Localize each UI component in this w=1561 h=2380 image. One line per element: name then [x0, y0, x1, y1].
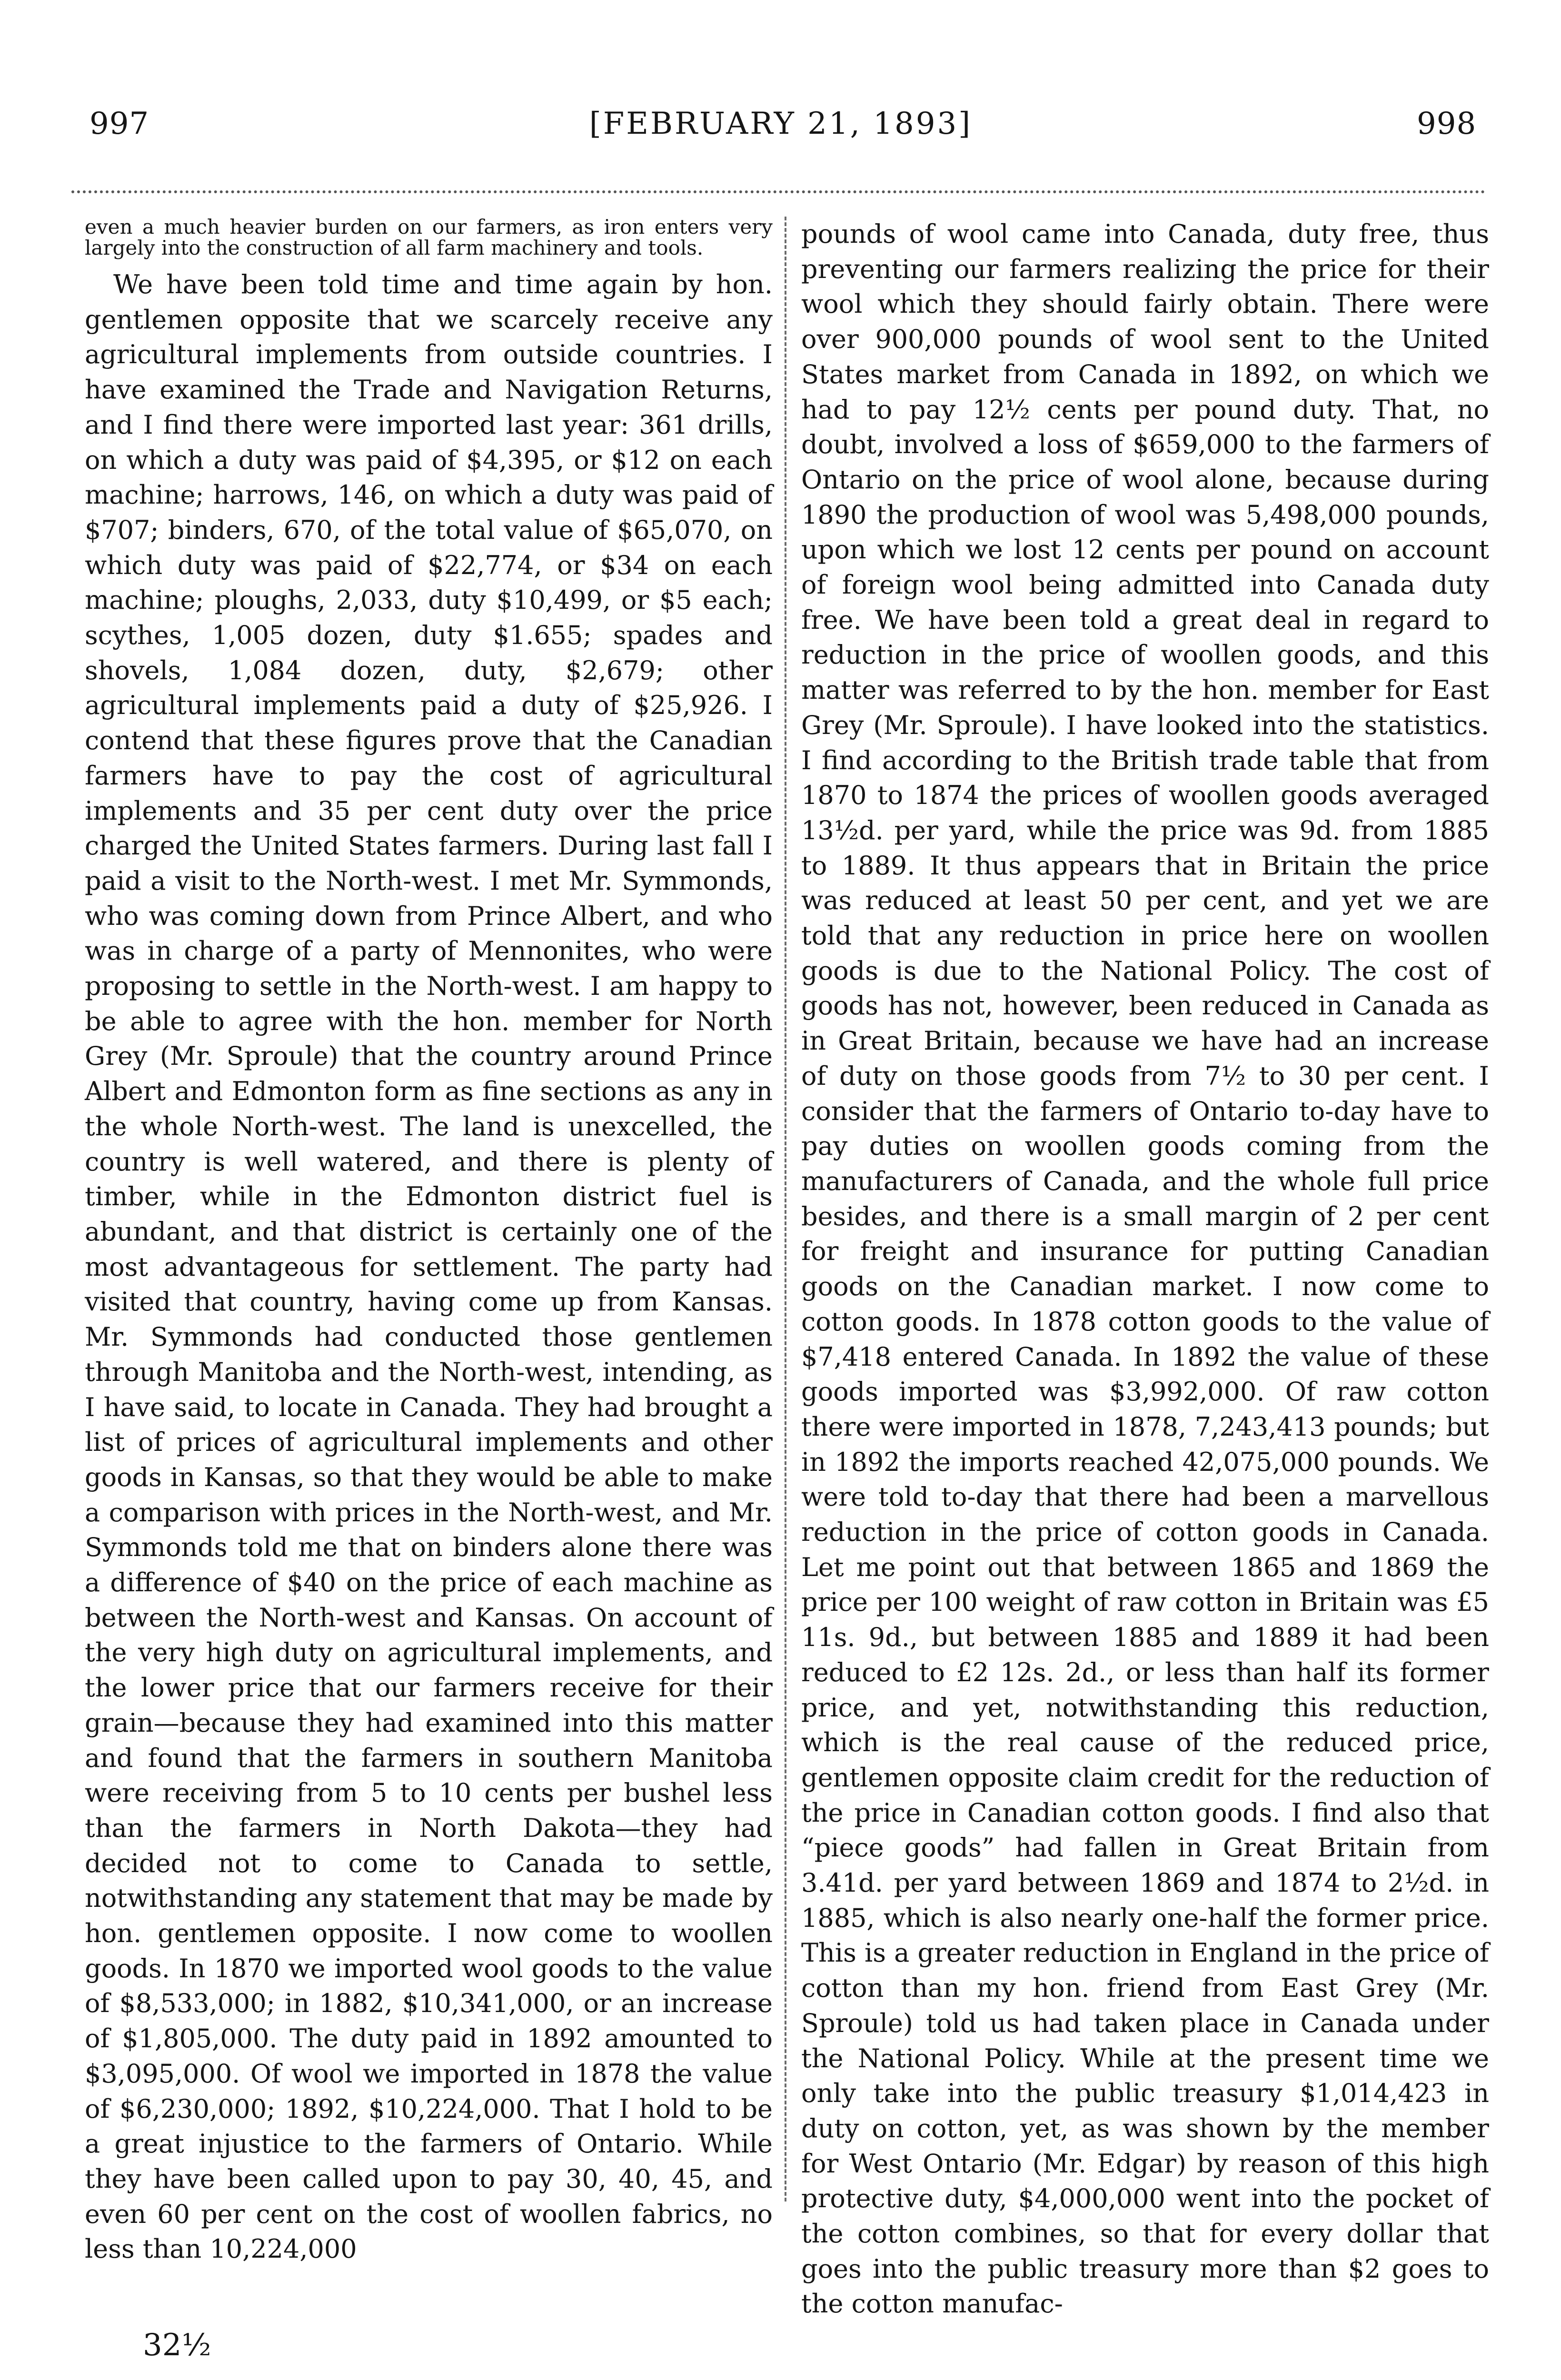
column-divider — [785, 217, 786, 2202]
left-column — [85, 217, 773, 2267]
right-paragraph-1: pounds of wool came into Canada, duty free, thus preventing our farmers realizing the price for their wool which they should fairly obtain. There were over 900,000 pounds of wool sent to the United States market from Canada in 1892, on which we had to pay 12½ cents per pound duty. That, no doubt, involved a loss of $659,000 to the farmers of Ontario on the price of wool alone, because during 1890 the production of wool was 5,498,000 pounds, upon which we lost 12 cents per pound on account of foreign wool being admitted into Canada duty free. We have been told a great deal in regard to reduction in the price of woollen goods, and this matter was referred to by the hon. member for East Grey (Mr. Sproule). I have looked into the statistics. I find according to the British trade table that from 1870 to 1874 the prices of woollen goods averaged 13½d. per yard, while the price was 9d. from 1885 to 1889. It thus appears that in Britain the price was reduced at least 50 per cent, and yet we are told that any reduction in price here on woollen goods is due to the National Policy. The cost of goods has not, however, been reduced in Canada as in Great Britain, because we have had an increase of duty on those goods from 7½ to 30 per cent. I consider that the farmers of Ontario to-day have to pay duties on woollen goods coming from the manufacturers of Canada, and the whole full price besides, and there is a small margin of 2 per cent for freight and insurance for putting Canadian goods on the Canadian market. I now come to cotton goods. In 1878 cotton goods to the value of $7,418 entered Canada. In 1892 the value of these goods imported was $3,992,000. Of raw cotton there were imported in 1878, 7,243,413 pounds; but in 1892 the imports reached 42,075,000 pounds. We were told to-day that there had been a marvellous reduction in the price of cotton goods in Canada. Let me point out that between 1865 and 1869 the price per 100 weight of raw cotton in Britain was £5 11s. 9d., but between 1885 and 1889 it had been reduced to £2 12s. 2d., or less than half its former price, and yet, notwithstanding this reduction, which is the real cause of the reduced price, gentlemen opposite claim credit for the reduction of the price in Canadian cotton goods. I find also that “piece goods” had fallen in Great Britain from 3.41d. per yard between 1869 and 1874 to 2½d. in 1885, which is also nearly one-half the former price. This is a greater reduction in England in the price of cotton than my hon. friend from East Grey (Mr. Sproule) told us had taken place in Canada under the National Policy. While at the present time we only take into the public treasury $1,014,423 in duty on cotton, yet, as was shown by the member for West Ontario (Mr. Edgar) by reason of this high protective duty, $4,000,000 went into the pocket of the cotton combines, so that for every dollar that goes into the public treasury more than $2 goes to the cotton manufac- — [801, 219, 1489, 2319]
running-head-date: [FEBRUARY 21, 1893] — [589, 106, 973, 141]
left-paragraph-2: We have been told time and time again by hon. gentlemen opposite that we scarcely receive any agricultural implements from outside countries. I have examined the Trade and Navigation Returns, and I find there were imported last year: 361 drills, on which a duty was paid of $4,395, or $12 on each machine; harrows, 146, on which a duty was paid of $707; binders, 670, of the total value of $65,070, on which duty was paid of $22,774, or $34 on each machine; ploughs, 2,033, duty $10,499, or $5 each; scythes, 1,005 dozen, duty $1.655; spades and shovels, 1,084 dozen, duty, $2,679; other agricultural implements paid a duty of $25,926. I contend that these figures prove that the Canadian farmers have to pay the cost of agricultural implements and 35 per cent duty over the price charged the United States farmers. During last fall I paid a visit to the North-west. I met Mr. Symmonds, who was coming down from Prince Albert, and who was in charge of a party of Mennonites, who were proposing to settle in the North-west. I am happy to be able to agree with the hon. member for North Grey (Mr. Sproule) that the country around Prince Albert and Edmonton form as fine sections as any in the whole North-west. The land is unexcelled, the country is well watered, and there is plenty of timber, while in the Edmonton district fuel is abundant, and that district is certainly one of the most advantageous for settlement. The party had visited that country, having come up from Kansas. Mr. Symmonds had conducted those gentlemen through Manitoba and the North-west, intending, as I have said, to locate in Canada. They had brought a list of prices of agricultural implements and other goods in Kansas, so that they would be able to make a comparison with prices in the North-west, and Mr. Symmonds told me that on binders alone there was a difference of $40 on the price of each machine as between the North-west and Kansas. On account of the very high duty on agricultural implements, and the lower price that our farmers receive for their grain—because they had examined into this matter and found that the farmers in southern Manitoba were receiving from 5 to 10 cents per bushel less than the farmers in North Dakota—they had decided not to come to Canada to settle, notwithstanding any statement that may be made by hon. gentlemen opposite. I now come to woollen goods. In 1870 we imported wool goods to the value of $8,533,000; in 1882, $10,341,000, or an increase of $1,805,000. The duty paid in 1892 amounted to $3,095,000. Of wool we imported in 1878 the value of $6,230,000; 1892, $10,224,000. That I hold to be a great injustice to the farmers of Ontario. While they have been called upon to pay 30, 40, 45, and even 60 per cent on the cost of woollen fabrics, no less than 10,224,000 — [85, 269, 773, 2264]
left-paragraph-1: even a much heavier burden on our farmers, as iron enters very largely into the construction of all farm machinery and tools. — [85, 215, 773, 259]
right-page-number: 998 — [1417, 106, 1477, 141]
signature-mark: 32½ — [143, 2328, 211, 2363]
left-page-number: 997 — [89, 106, 149, 141]
header-rule — [71, 190, 1485, 193]
right-column — [801, 217, 1489, 2321]
